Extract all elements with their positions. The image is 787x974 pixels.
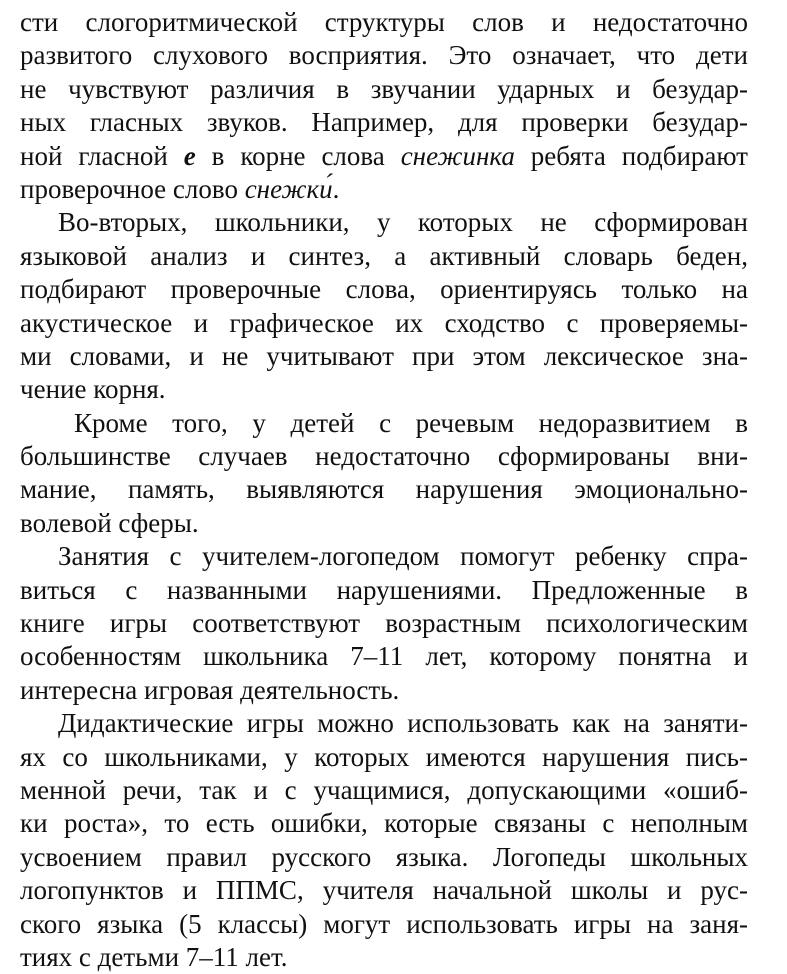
text-line: ных гласных звуков. Например, для проверки безудар- bbox=[20, 107, 748, 138]
text-line: большинстве случаев недостаточно сформированы вни- bbox=[20, 441, 748, 472]
text-line: менной речи, так и с учащимися, допускающими «ошиб- bbox=[20, 774, 748, 805]
text-line: сти слогоритмической структуры слов и недостаточно bbox=[20, 7, 748, 37]
text-line: тиях с детьми 7–11 лет. bbox=[20, 941, 288, 972]
text-run: ребята подбирают bbox=[514, 140, 748, 171]
text-line: ми словами, и не учитывают при этом лексическое зна- bbox=[20, 340, 748, 371]
text-line bbox=[20, 140, 748, 173]
text-line: ки роста», то есть ошибки, которые связаны с неполным bbox=[20, 808, 748, 839]
text-run: . bbox=[332, 173, 340, 204]
paragraph-continuation bbox=[20, 6, 748, 206]
text-line: интересна игровая деятельность. bbox=[20, 674, 400, 705]
paragraph-didactic-games bbox=[20, 707, 748, 974]
text-line: не чувствуют различия в звучании ударных и безудар- bbox=[20, 73, 748, 104]
text-line: волевой сферы. bbox=[20, 507, 199, 538]
paragraph-lessons bbox=[20, 540, 748, 707]
text-line: чение корня. bbox=[20, 374, 166, 405]
text-line: Дидактические игры можно использовать как на заняти- bbox=[58, 708, 748, 739]
emphasized-letter: е bbox=[183, 140, 196, 171]
text-line: Кроме того, у детей с речевым недоразвитием в bbox=[74, 407, 748, 438]
paragraph-secondly bbox=[20, 206, 748, 406]
text-line: ского языка (5 классы) могут использовать игры на заня- bbox=[20, 908, 748, 939]
text-line: ях со школьниками, у которых имеются нарушения пись- bbox=[20, 741, 748, 772]
text-line: книге игры соответствуют возрастным психологическим bbox=[20, 608, 748, 639]
text-line: подбирают проверочные слова, ориентируясь только на bbox=[20, 274, 748, 305]
italic-word: снежинка bbox=[400, 140, 515, 171]
text-line: Занятия с учителем-логопедом помогут ребенку спра- bbox=[58, 541, 748, 572]
text-line: развитого слухового восприятия. Это означает, что дети bbox=[20, 40, 748, 71]
document-page bbox=[20, 6, 748, 974]
text-line: особенностям школьника 7–11 лет, которому понятна и bbox=[20, 641, 748, 672]
text-run: ной гласной bbox=[20, 140, 184, 171]
text-line bbox=[20, 173, 748, 206]
paragraph-moreover bbox=[20, 407, 748, 541]
text-line: Во-вторых, школьники, у которых не сформирован bbox=[58, 207, 748, 238]
text-line: языковой анализ и синтез, а активный словарь беден, bbox=[20, 240, 748, 271]
text-run: проверочное слово bbox=[20, 173, 245, 204]
text-line: логопунктов и ППМС, учителя начальной школы и рус- bbox=[20, 875, 748, 906]
text-line: виться с названными нарушениями. Предложенные в bbox=[20, 574, 748, 605]
text-line: акустическое и графическое их сходство с проверяемы- bbox=[20, 307, 748, 338]
italic-word: снежки́ bbox=[244, 173, 333, 204]
text-run: в корне слова bbox=[195, 140, 401, 171]
text-line: мание, память, выявляются нарушения эмоционально- bbox=[20, 474, 748, 505]
text-line: усвоением правил русского языка. Логопеды школьных bbox=[20, 841, 748, 872]
